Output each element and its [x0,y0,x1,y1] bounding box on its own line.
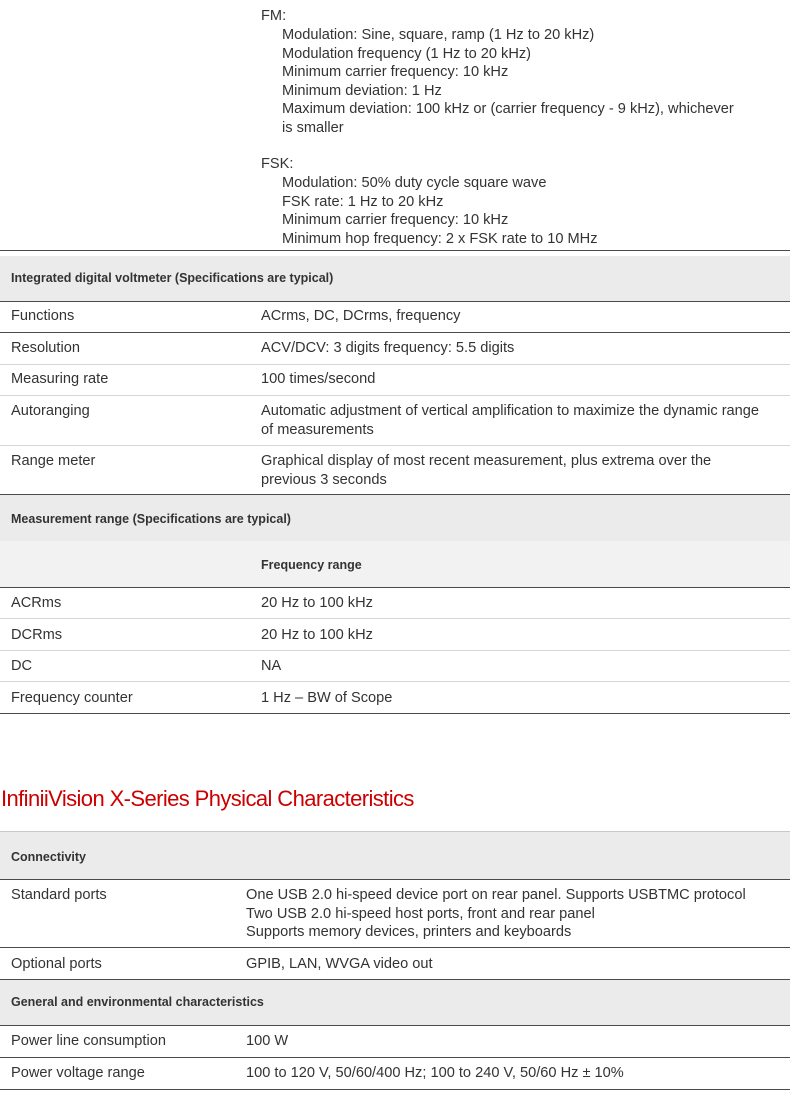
divider [0,587,790,588]
fm-line: Modulation: Sine, square, ramp (1 Hz to 20 kHz) [282,27,595,43]
general-header-text: General and environmental characteristics [11,995,264,1009]
divider [0,1089,790,1090]
fm-line: Minimum deviation: 1 Hz [282,82,442,99]
row-value: NA [261,658,282,674]
section-title: InfiniiVision X-Series Physical Characteristics [1,786,414,811]
frequency-range-column: Frequency range [261,558,362,572]
divider [0,618,790,619]
divider [0,650,790,651]
row-label: DCRms [11,627,63,643]
row-value: previous 3 seconds [261,472,387,488]
row-value: One USB 2.0 hi-speed device port on rear panel. Supports USBTMC protocol [246,887,746,903]
row-value: Two USB 2.0 hi-speed host ports, front and rear panel [246,906,595,922]
row-label: Standard ports [11,887,107,903]
row-value: 100 times/second [261,371,376,387]
dvm-section-header [0,256,790,301]
divider [0,395,790,396]
fm-title: FM: [261,8,287,24]
divider [0,1057,790,1058]
fsk-line: Minimum carrier frequency: 10 kHz [282,212,509,228]
row-label: DC [11,658,33,674]
divider [0,364,790,365]
divider [0,947,790,948]
fm-line: is smaller [282,119,344,136]
fsk-title: FSK: [261,156,294,172]
row-label: Power line consumption [11,1033,166,1049]
range-section-header [0,495,790,541]
row-label: ACRms [11,595,62,611]
fm-line: Minimum carrier frequency: 10 kHz [282,64,509,80]
connectivity-header-text: Connectivity [11,850,87,864]
row-value: Supports memory devices, printers and keyboards [246,924,572,940]
fsk-line: Minimum hop frequency: 2 x FSK rate to 10 MHz [282,230,598,247]
row-value: 1 Hz – BW of Scope [261,690,393,706]
dvm-header-text: Integrated digital voltmeter (Specifications are typical) [11,271,334,285]
row-value: ACV/DCV: 3 digits frequency: 5.5 digits [261,340,515,356]
row-label: Measuring rate [11,371,109,387]
divider [0,301,790,302]
range-column-header [0,541,790,587]
fm-line: Maximum deviation: 100 kHz or (carrier frequency - 9 kHz), whichever [282,101,734,117]
row-label: Frequency counter [11,690,133,706]
general-section-header [0,980,790,1025]
row-value: 100 to 120 V, 50/60/400 Hz; 100 to 240 V, 50/60 Hz ± 10% [246,1065,624,1081]
divider [0,250,790,251]
divider [0,713,790,714]
row-value: 100 W [246,1033,289,1049]
fsk-line: Modulation: 50% duty cycle square wave [282,175,547,191]
row-value: ACrms, DC, DCrms, frequency [261,308,461,324]
row-value: Automatic adjustment of vertical amplification to maximize the dynamic range [261,403,760,419]
row-value: 20 Hz to 100 kHz [261,627,373,643]
fm-line: Modulation frequency (1 Hz to 20 kHz) [282,45,532,62]
row-value: of measurements [261,422,374,438]
row-label: Range meter [11,453,96,469]
row-label: Resolution [11,340,80,356]
row-label: Optional ports [11,956,102,972]
row-value: Graphical display of most recent measurement, plus extrema over the [261,453,712,469]
divider [0,1025,790,1026]
divider [0,445,790,446]
row-value: 20 Hz to 100 kHz [261,595,373,611]
divider [0,681,790,682]
divider [0,332,790,333]
row-label: Functions [11,308,75,324]
connectivity-section-header [0,832,790,879]
row-label: Power voltage range [11,1065,145,1081]
range-header-text: Measurement range (Specifications are typical) [11,512,291,526]
fsk-line: FSK rate: 1 Hz to 20 kHz [282,193,444,210]
divider [0,879,790,880]
row-label: Autoranging [11,403,90,419]
row-value: GPIB, LAN, WVGA video out [246,956,433,972]
